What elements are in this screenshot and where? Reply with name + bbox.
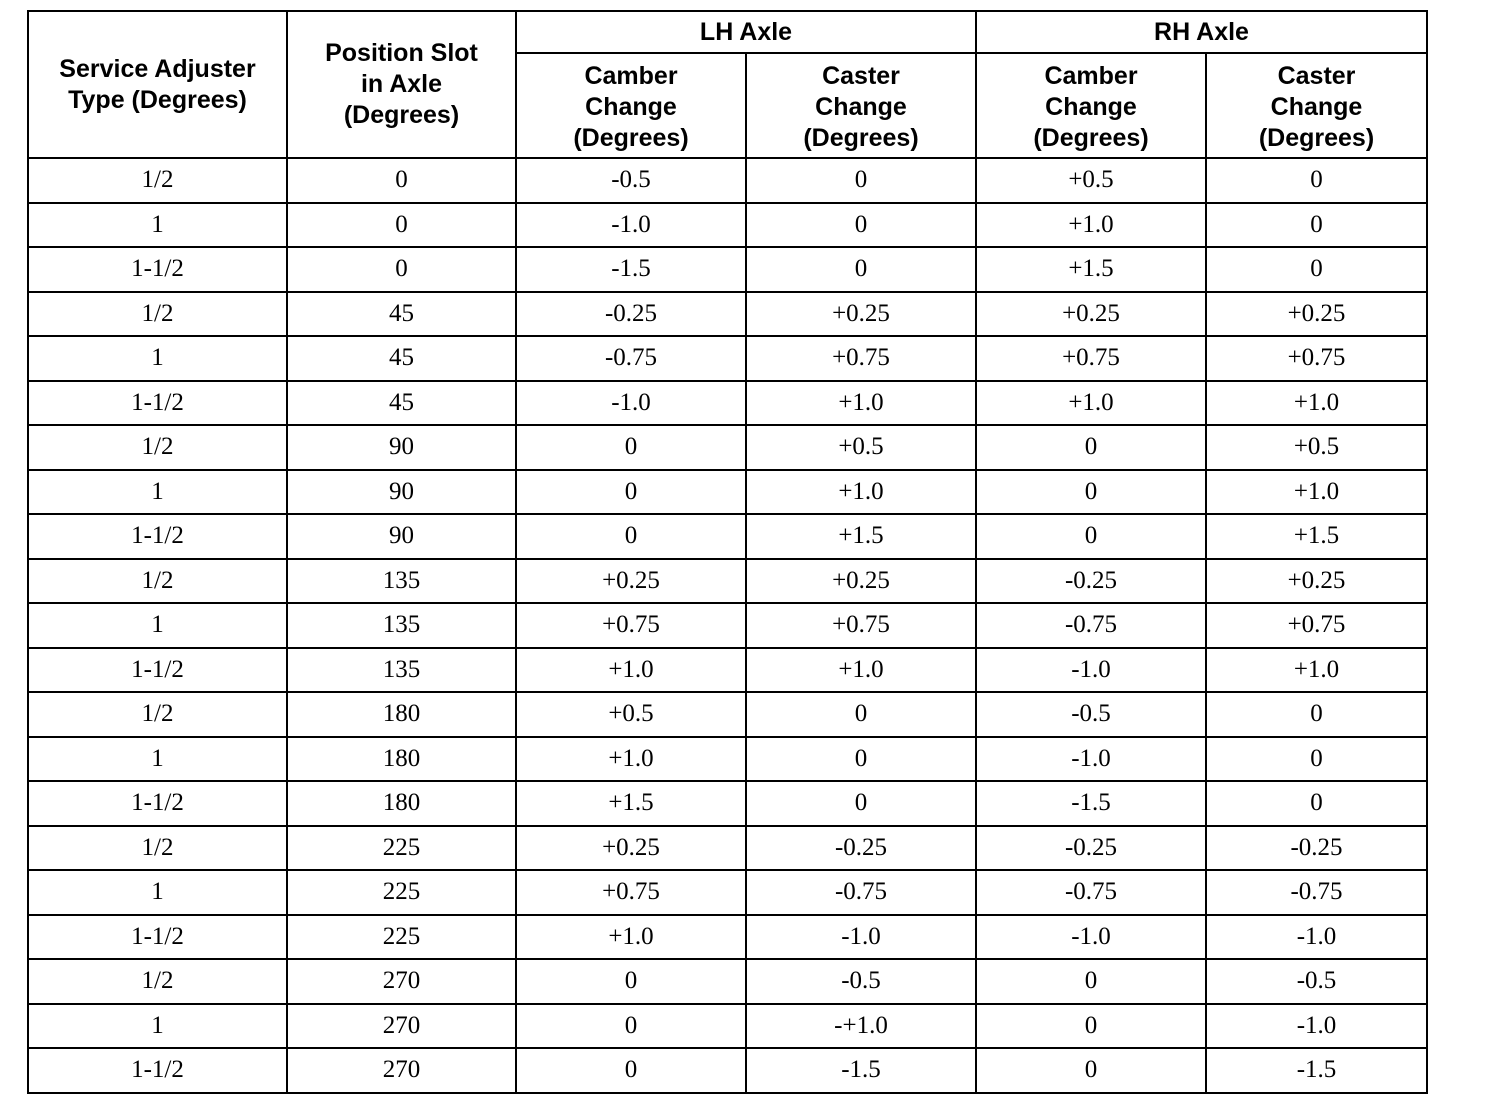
rh-camber-cell: 0 — [976, 425, 1206, 470]
lh-camber-cell: 0 — [516, 1004, 746, 1049]
position-slot-cell: 180 — [287, 781, 516, 826]
table-row — [28, 648, 1427, 693]
lh-camber-cell: -0.25 — [516, 292, 746, 337]
rh-caster-cell: +1.0 — [1206, 470, 1427, 515]
lh-caster-cell: +0.75 — [746, 336, 976, 381]
rh-caster-cell: -1.0 — [1206, 1004, 1427, 1049]
table-row — [28, 692, 1427, 737]
header-service-adjuster: Service Adjuster Type (Degrees) — [28, 11, 287, 158]
adjuster-type-cell: 1 — [28, 737, 287, 782]
table-header — [28, 11, 1427, 158]
adjuster-type-cell: 1/2 — [28, 425, 287, 470]
position-slot-cell: 135 — [287, 648, 516, 693]
lh-caster-cell: +1.0 — [746, 470, 976, 515]
adjuster-type-cell: 1 — [28, 470, 287, 515]
adjuster-type-cell: 1/2 — [28, 692, 287, 737]
rh-caster-cell: -1.0 — [1206, 915, 1427, 960]
rh-camber-cell: +1.0 — [976, 203, 1206, 248]
lh-caster-cell: +0.5 — [746, 425, 976, 470]
lh-caster-cell: 0 — [746, 158, 976, 203]
rh-caster-cell: +1.0 — [1206, 648, 1427, 693]
adjuster-type-cell: 1-1/2 — [28, 648, 287, 693]
header-lh-caster: Caster Change (Degrees) — [746, 53, 976, 158]
adjuster-type-cell: 1 — [28, 203, 287, 248]
lh-camber-cell: 0 — [516, 470, 746, 515]
position-slot-cell: 225 — [287, 915, 516, 960]
table-row — [28, 870, 1427, 915]
position-slot-cell: 225 — [287, 870, 516, 915]
adjuster-type-cell: 1/2 — [28, 826, 287, 871]
rh-camber-cell: 0 — [976, 1004, 1206, 1049]
table-row — [28, 470, 1427, 515]
adjuster-type-cell: 1-1/2 — [28, 381, 287, 426]
rh-camber-cell: -1.0 — [976, 915, 1206, 960]
table-row — [28, 826, 1427, 871]
rh-caster-cell: +1.0 — [1206, 381, 1427, 426]
rh-camber-cell: +1.5 — [976, 247, 1206, 292]
position-slot-cell: 0 — [287, 203, 516, 248]
lh-caster-cell: +1.0 — [746, 381, 976, 426]
lh-camber-cell: +1.0 — [516, 915, 746, 960]
adjuster-type-cell: 1 — [28, 870, 287, 915]
table-row — [28, 247, 1427, 292]
position-slot-cell: 180 — [287, 692, 516, 737]
lh-caster-cell: -0.5 — [746, 959, 976, 1004]
header-rh-camber: Camber Change (Degrees) — [976, 53, 1206, 158]
lh-camber-cell: 0 — [516, 1048, 746, 1093]
table-row — [28, 514, 1427, 559]
rh-camber-cell: +0.25 — [976, 292, 1206, 337]
rh-camber-cell: +0.5 — [976, 158, 1206, 203]
header-rh-axle: RH Axle — [976, 11, 1427, 53]
position-slot-cell: 180 — [287, 737, 516, 782]
lh-camber-cell: +1.0 — [516, 737, 746, 782]
position-slot-cell: 45 — [287, 381, 516, 426]
rh-caster-cell: 0 — [1206, 203, 1427, 248]
lh-caster-cell: +1.5 — [746, 514, 976, 559]
adjuster-type-cell: 1/2 — [28, 559, 287, 604]
position-slot-cell: 135 — [287, 603, 516, 648]
table-body — [28, 158, 1427, 1093]
rh-caster-cell: +1.5 — [1206, 514, 1427, 559]
lh-camber-cell: 0 — [516, 959, 746, 1004]
lh-caster-cell: +1.0 — [746, 648, 976, 693]
lh-caster-cell: -0.25 — [746, 826, 976, 871]
adjuster-type-cell: 1-1/2 — [28, 915, 287, 960]
lh-camber-cell: +0.25 — [516, 826, 746, 871]
lh-caster-cell: 0 — [746, 737, 976, 782]
rh-camber-cell: -0.75 — [976, 603, 1206, 648]
rh-caster-cell: +0.25 — [1206, 292, 1427, 337]
rh-caster-cell: +0.5 — [1206, 425, 1427, 470]
header-lh-camber: Camber Change (Degrees) — [516, 53, 746, 158]
table-row — [28, 603, 1427, 648]
table-row — [28, 915, 1427, 960]
lh-camber-cell: -0.75 — [516, 336, 746, 381]
lh-camber-cell: +0.5 — [516, 692, 746, 737]
rh-camber-cell: 0 — [976, 1048, 1206, 1093]
lh-camber-cell: +1.5 — [516, 781, 746, 826]
table-row — [28, 381, 1427, 426]
position-slot-cell: 90 — [287, 470, 516, 515]
adjuster-type-cell: 1-1/2 — [28, 247, 287, 292]
position-slot-cell: 0 — [287, 247, 516, 292]
lh-caster-cell: -1.5 — [746, 1048, 976, 1093]
header-position-slot: Position Slot in Axle (Degrees) — [287, 11, 516, 158]
lh-caster-cell: +0.75 — [746, 603, 976, 648]
rh-caster-cell: -0.5 — [1206, 959, 1427, 1004]
table-row — [28, 336, 1427, 381]
position-slot-cell: 270 — [287, 1048, 516, 1093]
adjuster-type-cell: 1-1/2 — [28, 514, 287, 559]
lh-caster-cell: -1.0 — [746, 915, 976, 960]
rh-caster-cell: +0.75 — [1206, 336, 1427, 381]
position-slot-cell: 0 — [287, 158, 516, 203]
rh-camber-cell: -1.0 — [976, 648, 1206, 693]
position-slot-cell: 270 — [287, 959, 516, 1004]
position-slot-cell: 135 — [287, 559, 516, 604]
lh-caster-cell: +0.25 — [746, 559, 976, 604]
lh-caster-cell: +0.25 — [746, 292, 976, 337]
lh-caster-cell: -+1.0 — [746, 1004, 976, 1049]
adjuster-type-cell: 1-1/2 — [28, 1048, 287, 1093]
position-slot-cell: 270 — [287, 1004, 516, 1049]
lh-camber-cell: +0.75 — [516, 603, 746, 648]
table-row — [28, 158, 1427, 203]
lh-camber-cell: +1.0 — [516, 648, 746, 693]
rh-camber-cell: -0.25 — [976, 559, 1206, 604]
adjuster-type-cell: 1/2 — [28, 158, 287, 203]
lh-camber-cell: 0 — [516, 514, 746, 559]
position-slot-cell: 90 — [287, 425, 516, 470]
rh-caster-cell: 0 — [1206, 692, 1427, 737]
rh-caster-cell: 0 — [1206, 247, 1427, 292]
lh-caster-cell: 0 — [746, 692, 976, 737]
table-row — [28, 559, 1427, 604]
rh-caster-cell: +0.75 — [1206, 603, 1427, 648]
rh-caster-cell: -0.25 — [1206, 826, 1427, 871]
rh-camber-cell: -0.25 — [976, 826, 1206, 871]
table-row — [28, 425, 1427, 470]
header-row-top — [28, 11, 1427, 53]
rh-camber-cell: 0 — [976, 959, 1206, 1004]
lh-camber-cell: +0.25 — [516, 559, 746, 604]
lh-camber-cell: -1.0 — [516, 203, 746, 248]
adjuster-type-cell: 1-1/2 — [28, 781, 287, 826]
adjuster-type-cell: 1 — [28, 603, 287, 648]
lh-caster-cell: 0 — [746, 247, 976, 292]
rh-caster-cell: 0 — [1206, 737, 1427, 782]
position-slot-cell: 45 — [287, 336, 516, 381]
position-slot-cell: 45 — [287, 292, 516, 337]
table-row — [28, 292, 1427, 337]
lh-camber-cell: -1.5 — [516, 247, 746, 292]
header-lh-axle: LH Axle — [516, 11, 976, 53]
table-row — [28, 1048, 1427, 1093]
table-row — [28, 781, 1427, 826]
rh-camber-cell: -1.0 — [976, 737, 1206, 782]
rh-caster-cell: +0.25 — [1206, 559, 1427, 604]
rh-camber-cell: 0 — [976, 470, 1206, 515]
rh-camber-cell: -0.5 — [976, 692, 1206, 737]
position-slot-cell: 90 — [287, 514, 516, 559]
rh-camber-cell: +1.0 — [976, 381, 1206, 426]
lh-camber-cell: -1.0 — [516, 381, 746, 426]
lh-caster-cell: -0.75 — [746, 870, 976, 915]
rh-caster-cell: 0 — [1206, 781, 1427, 826]
rh-camber-cell: -1.5 — [976, 781, 1206, 826]
adjustment-table — [27, 10, 1428, 1094]
rh-camber-cell: +0.75 — [976, 336, 1206, 381]
table-row — [28, 737, 1427, 782]
rh-camber-cell: 0 — [976, 514, 1206, 559]
table-row — [28, 203, 1427, 248]
lh-caster-cell: 0 — [746, 203, 976, 248]
adjuster-type-cell: 1/2 — [28, 292, 287, 337]
lh-camber-cell: 0 — [516, 425, 746, 470]
rh-caster-cell: 0 — [1206, 158, 1427, 203]
adjuster-type-cell: 1 — [28, 1004, 287, 1049]
table-row — [28, 959, 1427, 1004]
rh-caster-cell: -1.5 — [1206, 1048, 1427, 1093]
lh-camber-cell: -0.5 — [516, 158, 746, 203]
adjuster-type-cell: 1 — [28, 336, 287, 381]
lh-camber-cell: +0.75 — [516, 870, 746, 915]
header-rh-caster: Caster Change (Degrees) — [1206, 53, 1427, 158]
lh-caster-cell: 0 — [746, 781, 976, 826]
adjuster-type-cell: 1/2 — [28, 959, 287, 1004]
rh-camber-cell: -0.75 — [976, 870, 1206, 915]
rh-caster-cell: -0.75 — [1206, 870, 1427, 915]
table-row — [28, 1004, 1427, 1049]
position-slot-cell: 225 — [287, 826, 516, 871]
